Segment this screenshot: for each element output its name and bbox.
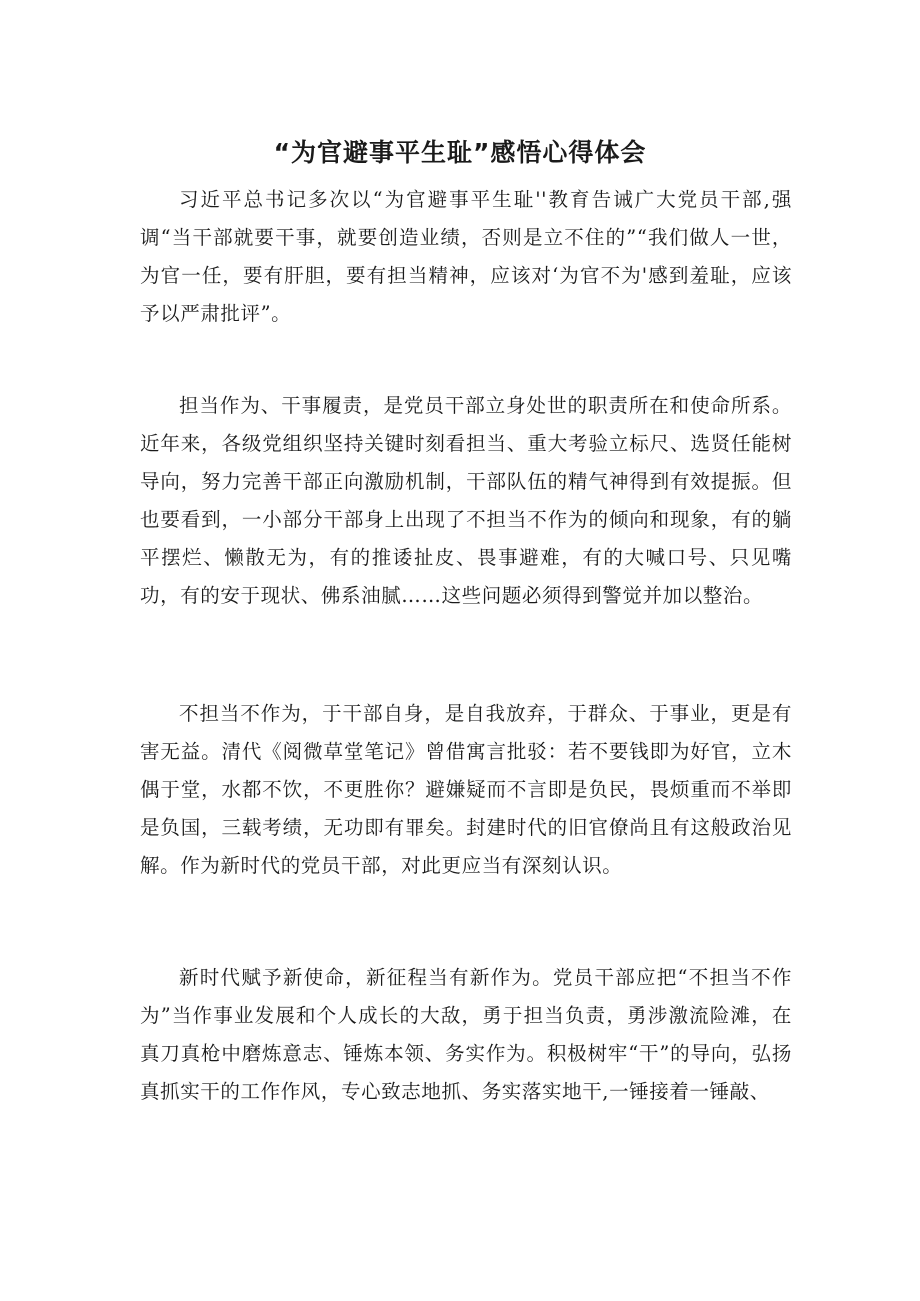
document-title: “为官避事平生耻”感悟心得体会: [273, 137, 647, 167]
paragraph: 新时代赋予新使命，新征程当有新作为。党员干部应把“不担当不作为”当作事业发展和个人成长的大敌，勇于担当负责，勇涉激流险滩，在真刀真枪中磨炼意志、锤炼本领、务实作为。积极树牢“干”的导向，弘扬真抓实干的工作作风，专心致志地抓、务实落实地干,一锤接着一锤敲、: [140, 966, 792, 1103]
paragraph: 不担当不作为，于干部自身，是自我放弃，于群众、于事业，更是有害无益。清代《阅微草堂笔记》曾借寓言批驳：若不要钱即为好官，立木偶于堂，水都不饮，不更胜你？避嫌疑而不言即是负民，畏烦重而不举即是负国，三载考绩，无功即有罪矣。封建时代的旧官僚尚且有这般政治见解。作为新时代的党员干部，对此更应当有深刻认识。: [140, 702, 792, 877]
paragraph: 担当作为、干事履责，是党员干部立身处世的职责所在和使命所系。近年来，各级党组织坚持关键时刻看担当、重大考验立标尺、选贤任能树导向，努力完善干部正向激励机制，干部队伍的精气神得到有效提振。但也要看到，一小部分干部身上出现了不担当不作为的倾向和现象，有的躺平摆烂、懒散无为，有的推诿扯皮、畏事避难，有的大喊口号、只见嘴功，有的安于现状、佛系油腻……这些问题必须得到警觉并加以整治。: [140, 394, 792, 607]
paragraph: 习近平总书记多次以“为官避事平生耻''教育告诫广大党员干部,强调“当干部就要干事，就要创造业绩，否则是立不住的”“我们做人一世，为官一任，要有肝胆，要有担当精神，应该对‘为官不为'感到羞耻，应该予以严肃批评”。: [140, 188, 792, 325]
